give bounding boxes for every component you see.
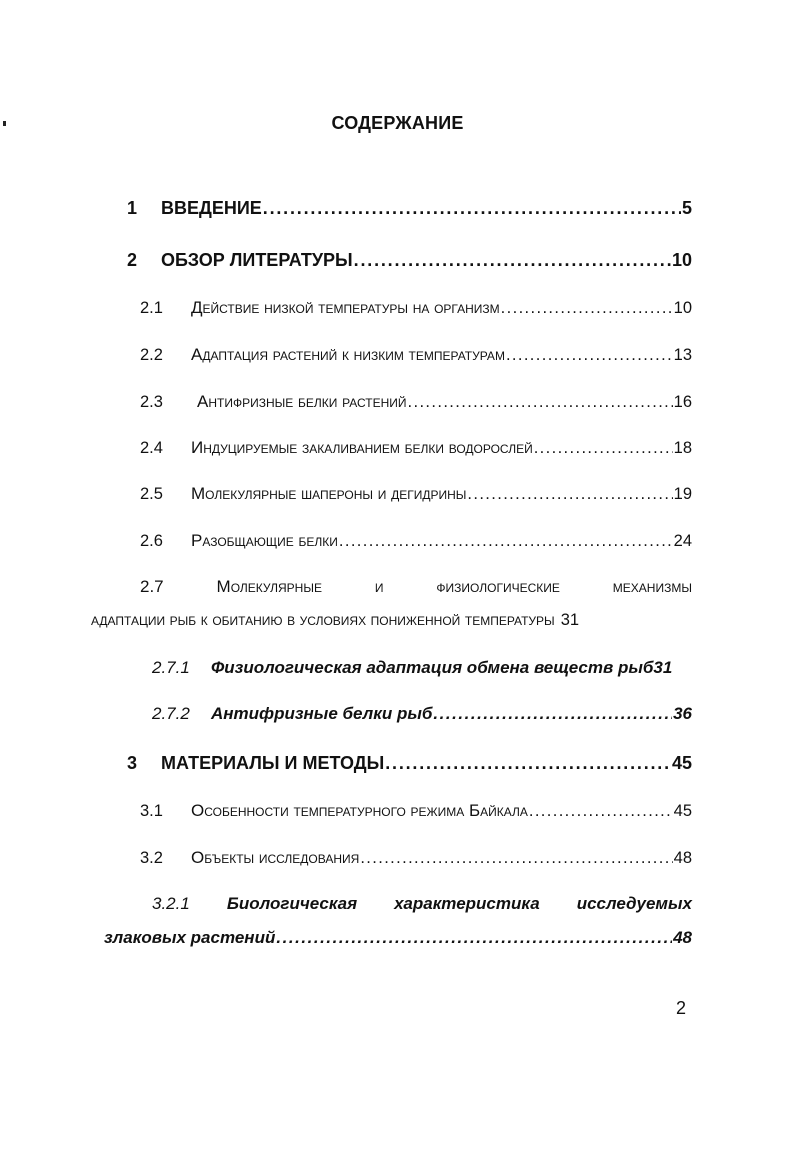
toc-leader (501, 299, 673, 318)
toc-page: 48 (673, 928, 692, 947)
toc-entry-2[interactable] (127, 250, 692, 274)
toc-page: 5 (681, 198, 692, 218)
toc-label-word: физиологические (436, 577, 560, 596)
toc-entry-3[interactable] (127, 753, 692, 777)
toc-page: 45 (673, 802, 692, 820)
toc-entry-1[interactable] (127, 198, 692, 222)
toc-label-word: характеристика (394, 894, 540, 913)
toc-page: 31 (560, 611, 580, 629)
toc-entry-2-1[interactable] (140, 298, 692, 322)
toc-number: 2.7.1 (152, 658, 190, 677)
toc-label: МАТЕРИАЛЫ И МЕТОДЫ (161, 753, 385, 773)
toc-label-word: Биологическая (226, 894, 358, 913)
toc-number: 2.7 (140, 577, 164, 596)
toc-number: 2.6 (140, 532, 163, 550)
toc-label: Разобщающие белки (191, 531, 338, 550)
toc-label: Молекулярные шапероны и дегидрины (191, 484, 467, 503)
toc-number: 3.2 (140, 849, 163, 867)
toc-leader (433, 704, 672, 724)
toc-number: 2.3 (140, 393, 163, 411)
toc-label: Адаптация растений к низким температурам (191, 345, 505, 364)
toc-page: 31 (653, 658, 673, 677)
toc-label: ОБЗОР ЛИТЕРАТУРЫ (161, 250, 353, 270)
toc-label: Особенности температурного режима Байкала (191, 801, 528, 820)
toc-leader (339, 532, 673, 551)
toc-leader (354, 250, 671, 271)
toc-number: 3.2.1 (152, 894, 190, 913)
toc-page: 36 (673, 704, 692, 723)
toc-entry-3-2[interactable] (140, 848, 692, 872)
toc-page: 10 (671, 250, 692, 270)
toc-page: 19 (673, 485, 692, 503)
toc-entry-3-1[interactable] (140, 801, 692, 825)
toc-page: 48 (673, 849, 692, 867)
toc-label: Индуцируемые закаливанием белки водорослей (191, 438, 533, 457)
toc-label: Действие низкой температуры на организм (191, 298, 500, 317)
toc-leader (408, 393, 673, 412)
toc-label: Антифризные белки рыб (211, 704, 433, 723)
toc-label-word: механизмы (612, 577, 692, 596)
toc-number: 2.4 (140, 439, 163, 457)
toc-entry-2-7-line1[interactable] (140, 577, 692, 597)
toc-page: 24 (673, 532, 692, 550)
toc-page: 18 (673, 439, 692, 457)
toc-entry-2-5[interactable] (140, 484, 692, 508)
toc-label: Объекты исследования (191, 848, 360, 867)
toc-leader (360, 849, 672, 868)
toc-leader (529, 802, 673, 821)
toc-number: 2.2 (140, 346, 163, 364)
toc-page: 13 (673, 346, 692, 364)
page-number: 2 (676, 998, 687, 1018)
toc-page: 10 (673, 299, 692, 317)
toc-entry-2-7-2[interactable] (152, 704, 692, 728)
toc-leader (276, 928, 672, 948)
toc-leader (506, 346, 673, 365)
toc-leader (534, 439, 673, 458)
toc-number: 2.7.2 (152, 704, 190, 723)
toc-page: 45 (671, 753, 692, 773)
toc-number: 3 (127, 753, 138, 773)
toc-label-word: и (374, 577, 384, 596)
toc-label-word: исследуемых (576, 894, 692, 913)
toc-number: 2.1 (140, 299, 163, 317)
toc-number: 3.1 (140, 802, 163, 820)
toc-entry-3-2-1-line1[interactable] (152, 894, 692, 914)
toc-label: адаптации рыб к обитанию в условиях пониженной температуры (91, 611, 555, 629)
toc-page: 16 (673, 393, 692, 411)
toc-leader (263, 198, 681, 219)
toc-entry-2-2[interactable] (140, 345, 692, 369)
page-title: СОДЕРЖАНИЕ (331, 113, 464, 133)
toc-entry-2-4[interactable] (140, 438, 692, 462)
toc-number: 2.5 (140, 485, 163, 503)
toc-entry-2-7-line2[interactable] (91, 611, 579, 630)
toc-leader (467, 485, 672, 504)
toc-label: Антифризные белки растений (197, 392, 407, 411)
toc-number: 2 (127, 250, 138, 270)
toc-label: Физиологическая адаптация обмена веществ рыб (211, 658, 654, 677)
toc-label-word: Молекулярные (216, 577, 322, 596)
toc-number: 1 (127, 198, 138, 218)
toc-entry-3-2-1-line2[interactable] (104, 928, 692, 948)
toc-entry-2-7-1[interactable] (152, 658, 692, 682)
toc-label: ВВЕДЕНИЕ (161, 198, 262, 218)
toc-label: злаковых растений (104, 928, 276, 947)
toc-leader (385, 753, 671, 774)
toc-entry-2-6[interactable] (140, 531, 692, 555)
toc-entry-2-3[interactable] (140, 392, 692, 416)
